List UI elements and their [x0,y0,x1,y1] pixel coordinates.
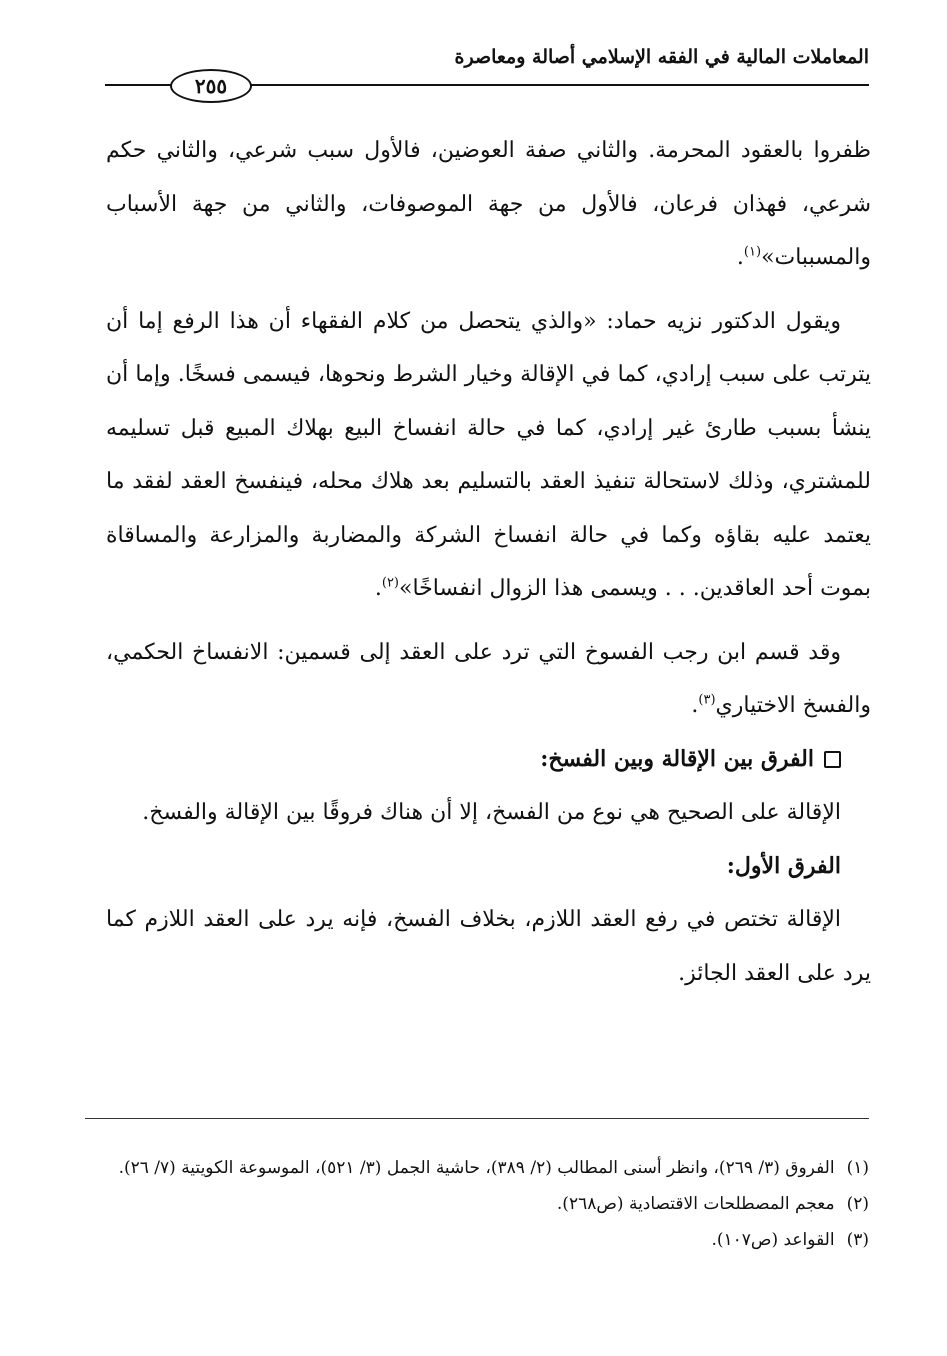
section-heading [106,733,871,787]
paragraph-2-text: ويقول الدكتور نزيه حماد: «والذي يتحصل من كلام الفقهاء أن هذا الرفع إما أن يترتب على سبب إرادي، كما في الإقالة وخيار الشرط ونحوها، فيسمى فسخًا. وإما أن ينشأ بسبب طارئ غير إرادي، كما في حالة انفساخ البيع بهلاك المبيع قبل تسليمه للمشتري، وذلك لاستحالة تنفيذ العقد بالتسليم بعد هلاك محله، فينفسخ العقد لفقد ما يعتمد عليه بقاؤه وكما في حالة انفساخ الشركة والمضاربة والمزارعة والمساقاة بموت أحد العاقدين. . . ويسمى هذا الزوال انفساخًا» [106,308,871,601]
paragraph-1-text: ظفروا بالعقود المحرمة. والثاني صفة العوضين، فالأول سبب شرعي، والثاني حكم شرعي، فهذان فرعان، فالأول من جهة الموصوفات، والثاني من جهة الأسباب والمسببات» [106,138,871,270]
footnote-number: (١) [846,1158,869,1178]
footnote-2 [106,1186,869,1222]
footnote-rule [85,1118,869,1119]
footnote-ref-2: (٢) [381,575,399,591]
paragraph-2 [106,295,871,616]
paragraph-3-end: . [691,693,699,718]
paragraph-3 [106,626,871,733]
footnote-number: (٣) [846,1230,869,1250]
footnotes [106,1150,869,1258]
page-number: ٢٥٥ [170,69,252,103]
footnote-text: الفروق (٣/ ٢٦٩)، وانظر أسنى المطالب (٢/ ٣٨٩)، حاشية الجمل (٣/ ٥٢١)، الموسوعة الكويتية (٧/ ٢٦). [118,1158,835,1178]
subheading-first-difference: الفرق الأول: [726,852,841,879]
footnote-text: معجم المصطلحات الاقتصادية (ص٢٦٨). [556,1194,835,1214]
footnote-number: (٢) [846,1194,869,1214]
main-text [106,124,871,1000]
paragraph-5: الإقالة تختص في رفع العقد اللازم، بخلاف الفسخ، فإنه يرد على العقد اللازم كما يرد على العقد الجائز. [106,907,871,986]
footnote-1 [106,1150,869,1186]
paragraph-3-text: وقد قسم ابن رجب الفسوخ التي ترد على العقد إلى قسمين: الانفساخ الحكمي، والفسخ الاختياري [106,639,871,718]
paragraph-1 [106,124,871,285]
square-bullet-icon [824,751,841,768]
footnote-3 [106,1222,869,1258]
footnote-ref-3: (٣) [698,692,716,708]
footnote-text: القواعد (ص١٠٧). [711,1230,835,1250]
paragraph-4: الإقالة على الصحيح هي نوع من الفسخ، إلا أن هناك فروقًا بين الإقالة والفسخ. [142,800,841,825]
footnote-ref-1: (١) [743,244,762,260]
paragraph-1-end: . [736,245,744,270]
section-heading-text: الفرق بين الإقالة وبين الفسخ: [540,745,814,772]
running-header-title: المعاملات المالية في الفقه الإسلامي أصالة ومعاصرة [454,46,869,68]
paragraph-2-end: . [374,576,382,601]
